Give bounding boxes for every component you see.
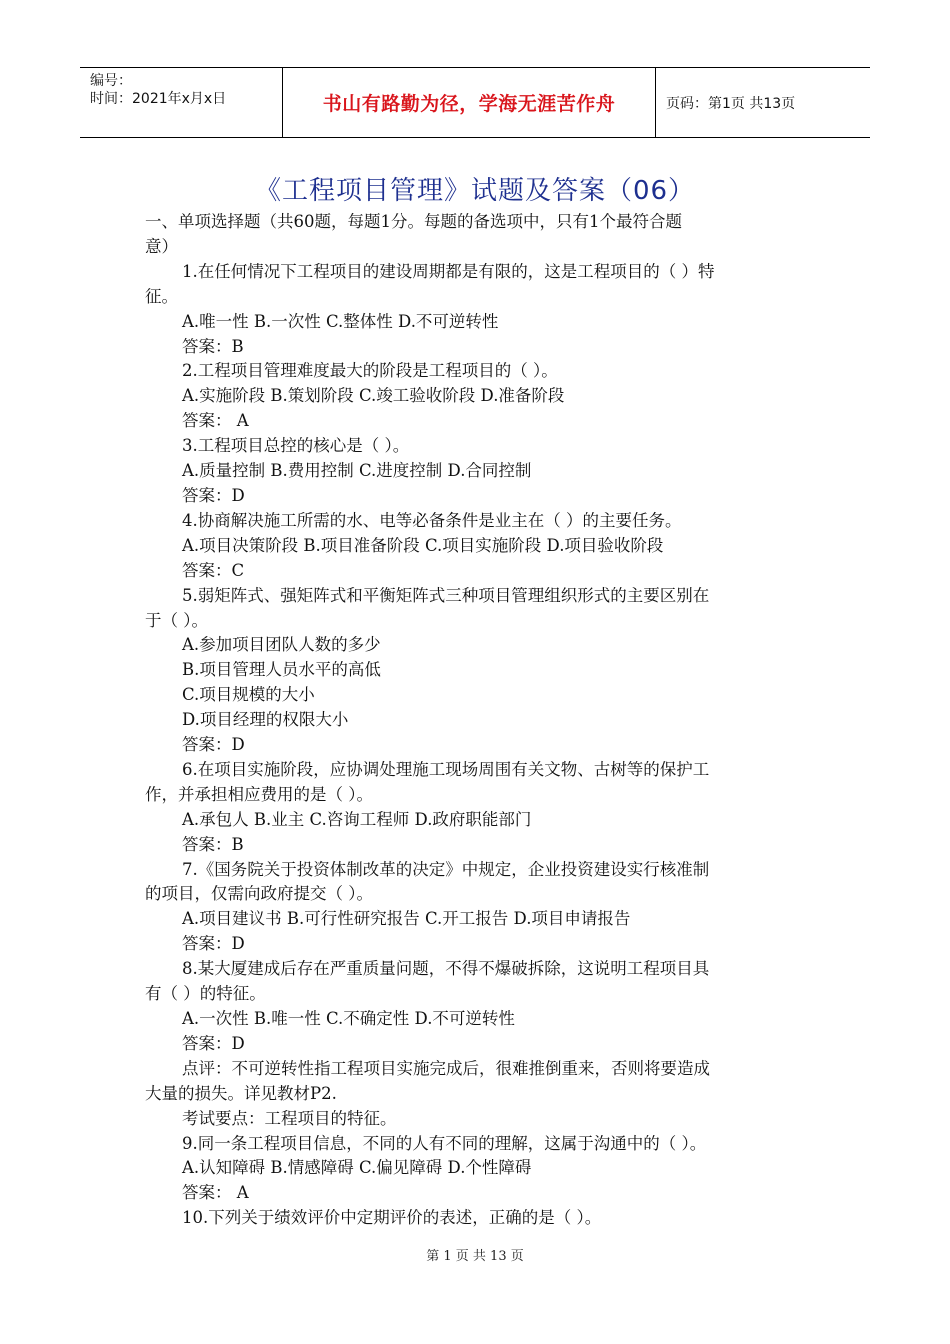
text-line: A.质量控制 B.费用控制 C.进度控制 D.合同控制 bbox=[182, 461, 532, 481]
text-line: 答案：C bbox=[182, 560, 245, 580]
text-line: A.认知障碍 B.情感障碍 C.偏见障碍 D.个性障碍 bbox=[182, 1158, 532, 1178]
text-line: 答案： A bbox=[182, 411, 249, 431]
motto-text: 书山有路勤为径，学海无涯苦作舟 bbox=[322, 93, 616, 115]
text-line: A.项目决策阶段 B.项目准备阶段 C.项目实施阶段 D.项目验收阶段 bbox=[182, 535, 664, 555]
header-motto-cell bbox=[282, 68, 656, 137]
text-line: 的项目，仅需向政府提交（ ）。 bbox=[145, 884, 373, 904]
text-line: 考试要点：工程项目的特征。 bbox=[182, 1108, 397, 1128]
text-line: 9.同一条工程项目信息，不同的人有不同的理解，这属于沟通中的（ ）。 bbox=[182, 1133, 707, 1153]
number-label: 编号： bbox=[90, 73, 132, 89]
text-line: 答案： A bbox=[182, 1183, 249, 1203]
text-line: 有（ ）的特征。 bbox=[145, 984, 266, 1004]
text-line: 3.工程项目总控的核心是（ ）。 bbox=[182, 436, 410, 456]
text-line: 意） bbox=[145, 236, 178, 256]
text-line: A.承包人 B.业主 C.咨询工程师 D.政府职能部门 bbox=[182, 809, 532, 829]
text-line: 5.弱矩阵式、强矩阵式和平衡矩阵式三种项目管理组织形式的主要区别在 bbox=[182, 585, 710, 605]
text-line: 8.某大厦建成后存在严重质量问题，不得不爆破拆除，这说明工程项目具 bbox=[182, 959, 710, 979]
text-line: 答案：B bbox=[182, 834, 244, 854]
text-line: 1.在任何情况下工程项目的建设周期都是有限的，这是工程项目的（ ）特 bbox=[182, 261, 715, 281]
text-line: 2.工程项目管理难度最大的阶段是工程项目的（ ）。 bbox=[182, 361, 558, 381]
text-line: 答案：D bbox=[182, 735, 245, 755]
header-page-info bbox=[654, 68, 870, 137]
document-title: 《工程项目管理》试题及答案（06） bbox=[254, 176, 696, 206]
text-line: 10.下列关于绩效评价中定期评价的表述，正确的是（ ）。 bbox=[182, 1208, 602, 1228]
header-meta bbox=[80, 68, 282, 137]
text-line: A.一次性 B.唯一性 C.不确定性 D.不可逆转性 bbox=[182, 1009, 515, 1028]
text-line: A.实施阶段 B.策划阶段 C.竣工验收阶段 D.准备阶段 bbox=[182, 386, 565, 406]
page-footer: 第 1 页 共 13 页 bbox=[426, 1249, 524, 1264]
text-line: C.项目规模的大小 bbox=[182, 685, 315, 705]
text-line: B.项目管理人员水平的高低 bbox=[182, 660, 381, 680]
text-line: 4.协商解决施工所需的水、电等必备条件是业主在（ ）的主要任务。 bbox=[182, 510, 682, 530]
text-line: A.唯一性 B.一次性 C.整体性 D.不可逆转性 bbox=[182, 311, 499, 331]
text-line: 答案：D bbox=[182, 485, 245, 505]
text-line: 于（ ）。 bbox=[145, 610, 208, 630]
text-line: 一、单项选择题（共60题，每题1分。每题的备选项中，只有1个最符合题 bbox=[145, 212, 682, 231]
date-label: 时间：2021年x月x日 bbox=[90, 91, 227, 107]
text-line: D.项目经理的权限大小 bbox=[182, 710, 349, 730]
text-line: 大量的损失。详见教材P2. bbox=[145, 1083, 337, 1103]
page-header bbox=[80, 67, 870, 138]
text-line: A.项目建议书 B.可行性研究报告 C.开工报告 D.项目申请报告 bbox=[182, 909, 631, 929]
text-line: 6.在项目实施阶段，应协调处理施工现场周围有关文物、古树等的保护工 bbox=[182, 759, 710, 779]
text-line: 答案：D bbox=[182, 1033, 245, 1053]
text-line: 征。 bbox=[145, 286, 178, 306]
text-line: 答案：D bbox=[182, 934, 245, 954]
text-line: 作，并承担相应费用的是（ ）。 bbox=[145, 784, 373, 804]
page-info-text: 页码：第1页 共13页 bbox=[666, 95, 796, 112]
text-line: 7.《国务院关于投资体制改革的决定》中规定，企业投资建设实行核准制 bbox=[182, 859, 710, 879]
text-line: 答案：B bbox=[182, 336, 244, 356]
text-line: 点评：不可逆转性指工程项目实施完成后，很难推倒重来，否则将要造成 bbox=[182, 1058, 710, 1078]
document-body bbox=[145, 210, 805, 1231]
text-line: A.参加项目团队人数的多少 bbox=[182, 635, 381, 655]
